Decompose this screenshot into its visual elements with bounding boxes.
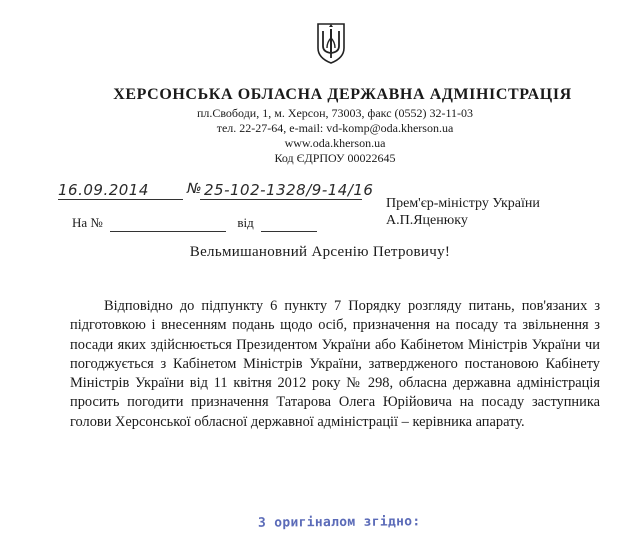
recipient-name: А.П.Яценюку: [386, 213, 468, 228]
letter-body: Відповідно до підпункту 6 пункту 7 Порядку розгляду питань, пов'язаних з підготовкою і внесенням подань щодо осіб, призначення на посаду та звільнення з посади яких здійснюється Президентом України або Кабінетом Міністрів України чи погоджується з Кабінетом Міністрів України, затвердженого постановою Кабінету Міністрів України від 11 квітня 2012 року № 298, обласна державна адміністрація просить погодити призначення Татарова Олега Юрійовича на посаду заступника голови Херсонської обласної державної адміністрації – керівника апарату.: [70, 298, 600, 430]
organization-name: ХЕРСОНСЬКА ОБЛАСНА ДЕРЖАВНА АДМІНІСТРАЦІЯ: [113, 86, 572, 103]
edrpou-code: Код ЄДРПОУ 00022645: [274, 151, 396, 165]
number-underline: [200, 199, 362, 200]
recipient-title: Прем'єр-міністру України: [386, 196, 540, 211]
date-underline: [58, 199, 183, 200]
address-line: пл.Свободи, 1, м. Херсон, 73003, факс (0552) 32-11-03: [196, 106, 474, 120]
salutation: Вельмишановний Арсенію Петровичу!: [189, 244, 451, 260]
outgoing-number: 25-102-1328/9-14/16: [204, 181, 374, 199]
contact-line: тел. 22-27-64, e-mail: vd-komp@oda.kherson.ua: [216, 121, 454, 135]
trident-coat-of-arms-icon: [316, 22, 346, 64]
website-line: www.oda.kherson.ua: [284, 136, 386, 150]
reference-line: [72, 215, 317, 232]
reference-date-label: від: [237, 215, 254, 230]
outgoing-number-label: №: [187, 181, 203, 197]
outgoing-date: 16.09.2014: [58, 181, 149, 199]
reference-number-label: На №: [72, 215, 103, 230]
reference-number-blank: [110, 215, 226, 232]
certification-stamp: З оригіналом згідно:: [257, 514, 421, 531]
reference-date-blank: [261, 215, 317, 232]
